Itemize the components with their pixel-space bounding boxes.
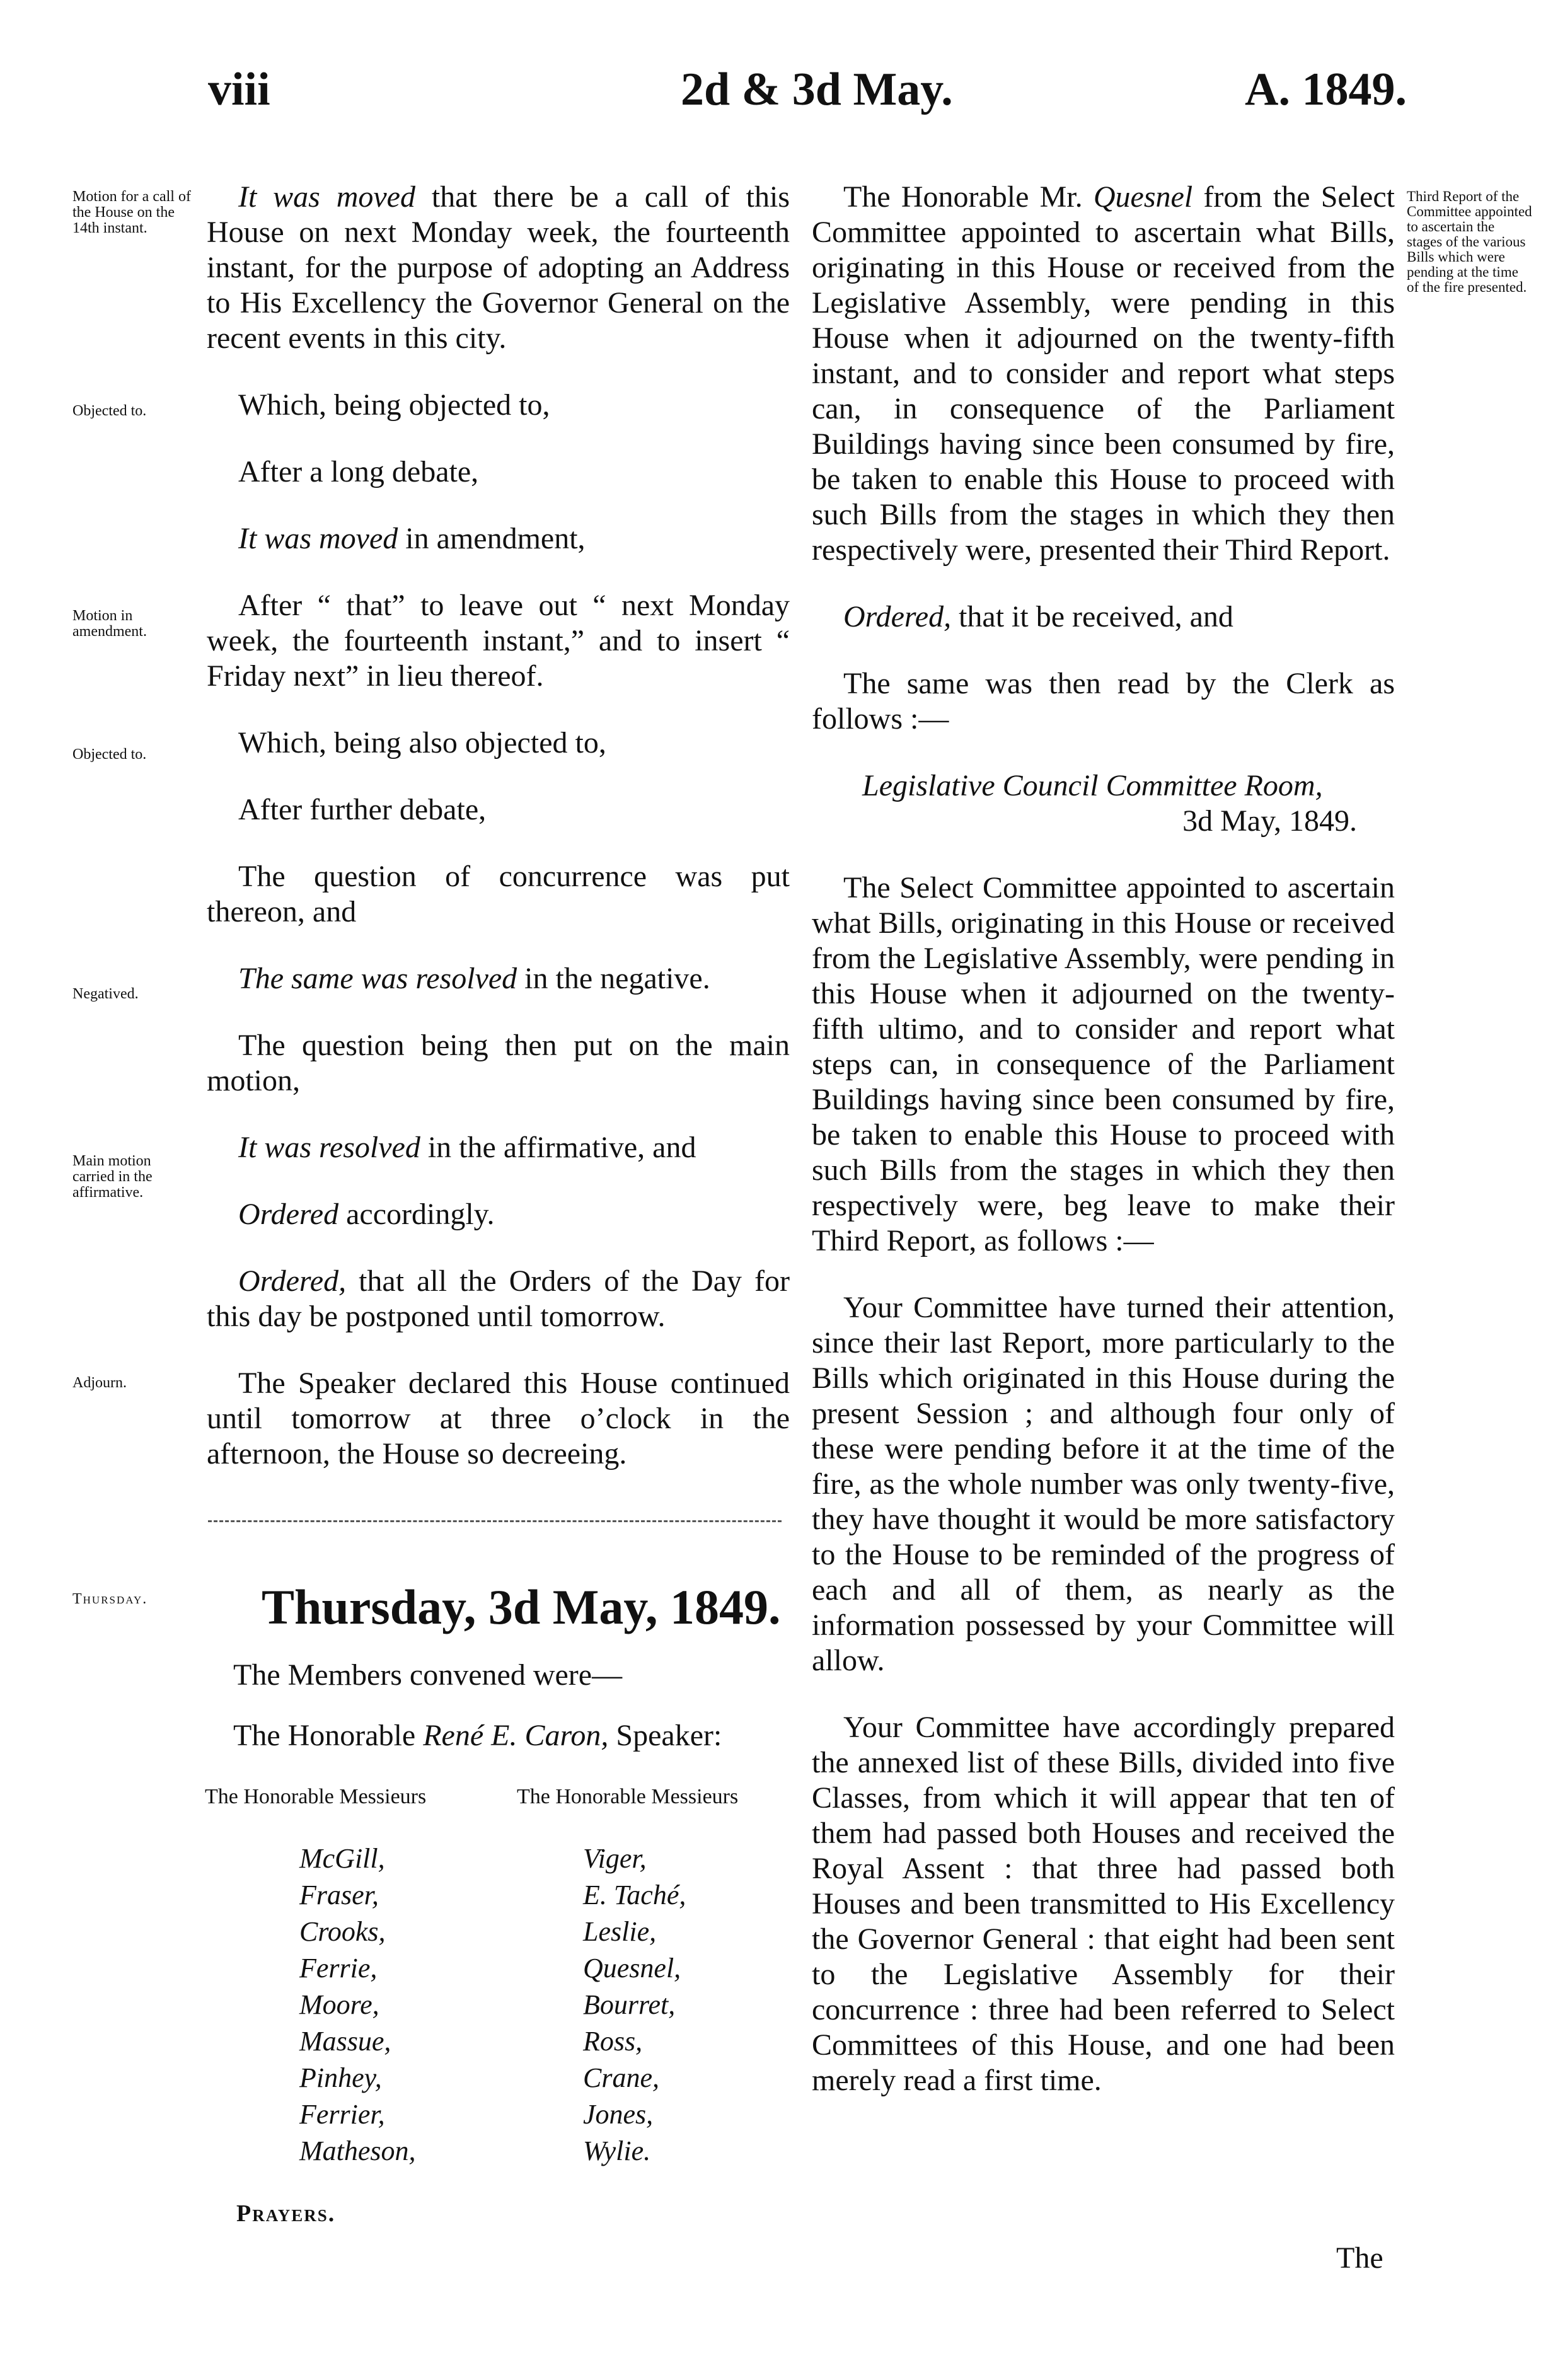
speaker-rest: Speaker: — [608, 1719, 722, 1752]
margin-motion-amendment: Motion in amendment. — [72, 608, 147, 640]
emphasis-ordered-2: Ordered, — [238, 1264, 347, 1298]
emphasis-ordered: Ordered — [238, 1198, 339, 1231]
page-year: A. 1849. — [1245, 64, 1407, 115]
page-number: viii — [208, 64, 270, 115]
paragraph-main-motion: The question being then put on the main motion, — [207, 1029, 790, 1097]
catchword: The — [1336, 2241, 1383, 2275]
thursday-heading: Thursday, 3d May, 1849. — [262, 1580, 781, 1634]
margin-adjourn: Adjourn. — [72, 1375, 127, 1391]
amendment-text: in amendment, — [398, 522, 586, 555]
left-column — [207, 180, 790, 1472]
margin-negatived: Negatived. — [72, 986, 139, 1002]
member-name: Ferrier, — [299, 2099, 385, 2130]
paragraph-adjourn: The Speaker declared this House continued until tomorrow at three o’clock in the afternoon, the House so decreeing. — [207, 1366, 790, 1470]
ordered-text: accordingly. — [338, 1198, 495, 1231]
paragraph-question-concurrence: The question of concurrence was put thereon, and — [207, 860, 790, 928]
member-name: Viger, — [583, 1843, 647, 1874]
members-col-head-1: The Honorable Messieurs — [205, 1785, 427, 1808]
member-name: Ferrie, — [299, 1953, 378, 1984]
member-name: Pinhey, — [299, 2062, 382, 2093]
quesnel-rest: from the Select Committee appointed to ascertain what Bills, originating in this House or received from the Legislative Assembly, were pending in this House when it adjourned on the twenty-fifth instant, and to consider and report what steps can, in consequence of the Parliament Buildings having since been consumed by fire, be taken to enable this House to proceed with such Bills from the stages in which they then respectively were, presented their Third Report. — [812, 180, 1395, 567]
speaker-name: René E. Caron, — [423, 1719, 609, 1752]
paragraph-your-committee-2: Your Committee have accordingly prepared the annexed list of these Bills, divided into five Classes, from which it will appear that ten of them had passed both Houses and received the Royal Assent : that three had passed both Houses and been transmitted to His Excellency the Governor General : that eight had been sent to the Legislative Assembly for their concurrence : three had been referred to Select Committees of this House, and one had been merely read a first time. — [812, 1711, 1395, 2097]
postponed-text: that all the Orders of the Day for this day be postponed until tomorrow. — [207, 1264, 790, 1333]
member-name: Moore, — [299, 1989, 379, 2020]
paragraph-objected-again: Which, being also objected to, — [238, 726, 606, 760]
paragraph-amendment — [207, 521, 790, 557]
received-text: that it be received, and — [951, 600, 1233, 633]
paragraph-long-debate: After a long debate, — [238, 455, 479, 488]
member-name: Fraser, — [299, 1880, 379, 1910]
page-date-range: 2d & 3d May. — [681, 64, 953, 115]
margin-third-report: Third Report of the Committee appointed to ascertain the stages of the various Bills which were pending at the time of the fire presented. — [1407, 188, 1532, 295]
paragraph-affirmative — [207, 1130, 790, 1165]
right-column — [812, 180, 1395, 2098]
emphasis-ordered-3: Ordered, — [843, 600, 952, 633]
margin-objected-2: Objected to. — [72, 746, 147, 763]
emphasis-resolved: The same was resolved — [238, 962, 517, 995]
paragraph-further-debate: After further debate, — [238, 793, 487, 826]
speaker-lead: The Honorable — [233, 1719, 424, 1752]
prayers-label: Prayers. — [236, 2200, 336, 2227]
paragraph-received — [812, 599, 1395, 635]
member-name: Massue, — [299, 2026, 391, 2057]
negative-text: in the negative. — [517, 962, 710, 995]
margin-objected-1: Objected to. — [72, 403, 147, 419]
member-name: Crane, — [583, 2062, 659, 2093]
section-divider — [208, 1520, 782, 1522]
member-name: Quesnel, — [583, 1953, 681, 1984]
affirmative-text: in the affirmative, and — [420, 1131, 696, 1164]
margin-main-motion: Main motion carried in the affirmative. — [72, 1153, 153, 1201]
member-name: E. Taché, — [583, 1880, 686, 1910]
emphasis-moved: It was moved — [238, 180, 415, 214]
member-name: Ross, — [583, 2026, 643, 2057]
margin-motion-call: Motion for a call of the House on the 14th instant. — [72, 188, 191, 236]
paragraph-postponed — [207, 1264, 790, 1334]
member-name: McGill, — [299, 1843, 385, 1874]
emphasis-resolved-2: It was resolved — [238, 1131, 420, 1164]
committee-room-date: 3d May, 1849. — [1182, 804, 1357, 838]
speaker-line — [233, 1718, 800, 1753]
paragraph-read-by-clerk: The same was then read by the Clerk as follows :— — [812, 667, 1395, 736]
paragraph-select-committee: The Select Committee appointed to ascertain what Bills, originating in this House or received from the Legislative Assembly, were pending in this House when it adjourned on the twenty-fifth ultimo, and to consider and report what steps can, in consequence of the Parliament Buildings having since been consumed by fire, be taken to enable this House to proceed with such Bills from the stages in which they then respectively were, beg leave to make their Third Report, as follows :— — [812, 871, 1395, 1257]
paragraph-amendment-detail: After “ that” to leave out “ next Monday week, the fourteenth instant,” and to insert “ Friday next” in lieu thereof. — [207, 589, 790, 693]
member-name: Wylie. — [583, 2135, 651, 2166]
members-list-2 — [583, 1840, 686, 2169]
paragraph-objected: Which, being objected to, — [238, 388, 550, 422]
members-convened: The Members convened were— — [233, 1658, 623, 1692]
member-name: Leslie, — [583, 1916, 657, 1947]
members-list-1 — [299, 1840, 416, 2169]
member-name: Bourret, — [583, 1989, 676, 2020]
quesnel-lead: The Honorable Mr. — [843, 180, 1094, 214]
quesnel-name: Quesnel — [1093, 180, 1193, 214]
paragraph-quesnel-report — [812, 180, 1395, 568]
paragraph-ordered — [207, 1197, 790, 1232]
paragraph-your-committee-1: Your Committee have turned their attention, since their last Report, more particularly to the Bills which originated in this House during the present Session ; and although four only of these were pending before it at the time of the fire, as the whole number was only twenty-five, they have thought it would be more satisfactory to the House to be reminded of the progress of each and all of them, as nearly as the information possessed by your Committee will allow. — [812, 1291, 1395, 1677]
member-name: Jones, — [583, 2099, 654, 2130]
member-name: Crooks, — [299, 1916, 386, 1947]
margin-thursday: Thursday. — [72, 1591, 148, 1607]
members-col-head-2: The Honorable Messieurs — [517, 1785, 739, 1808]
member-name: Matheson, — [299, 2135, 416, 2166]
paragraph-motion — [207, 180, 790, 356]
paragraph-negative — [207, 961, 790, 996]
motion-text: that there be a call of this House on next Monday week, the fourteenth instant, for the purpose of adopting an Address to His Excellency the Governor General on the recent events in this city. — [207, 180, 790, 355]
committee-room-line: Legislative Council Committee Room, — [862, 769, 1323, 802]
emphasis-moved-2: It was moved — [238, 522, 398, 555]
